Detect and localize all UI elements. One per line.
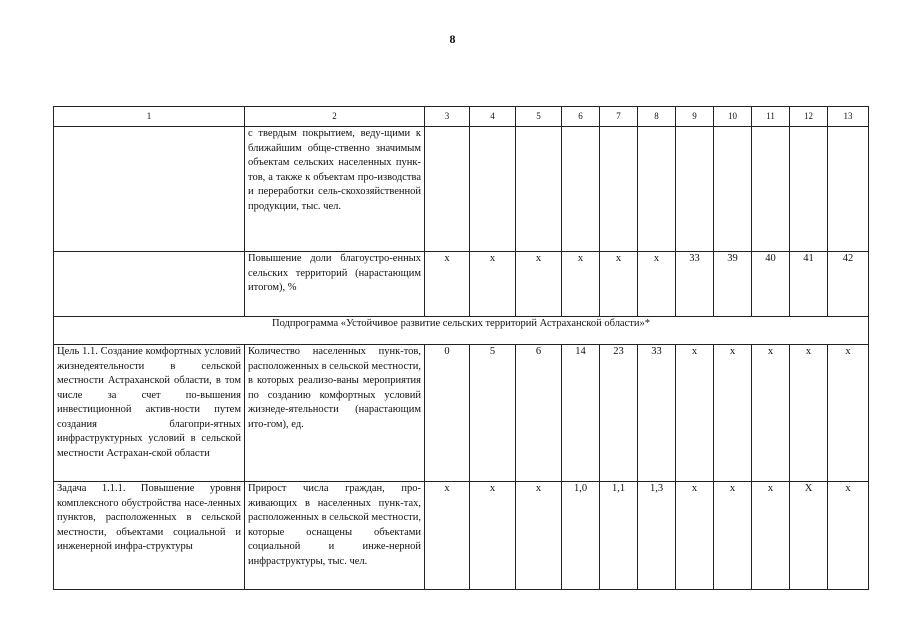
value-cell — [714, 127, 752, 252]
value-cell: 39 — [714, 252, 752, 317]
value-cell: х — [676, 482, 714, 590]
table-row — [54, 482, 869, 590]
header-cell: 12 — [790, 107, 828, 127]
indicator-cell: с твердым покрытием, веду-щими к ближайшим обще-ственно значимым объектам сельских населенных пунк-тов, а также к объектам про-изводства и переработки сель-скохозяйственной продукции, тыс. чел. — [245, 127, 425, 252]
value-cell: 14 — [562, 345, 600, 482]
value-cell — [600, 127, 638, 252]
header-row — [54, 107, 869, 127]
header-cell: 1 — [54, 107, 245, 127]
table-row — [54, 345, 869, 482]
value-cell: 33 — [676, 252, 714, 317]
header-cell: 10 — [714, 107, 752, 127]
header-cell: 9 — [676, 107, 714, 127]
value-cell: 0 — [425, 345, 470, 482]
subprogram-row — [54, 317, 869, 345]
header-cell: 5 — [516, 107, 562, 127]
value-cell: х — [714, 482, 752, 590]
value-cell: х — [676, 345, 714, 482]
page-number: 8 — [449, 32, 456, 46]
subprogram-title: Подпрограмма «Устойчивое развитие сельских территорий Астраханской области»* — [54, 317, 869, 345]
value-cell: 1,0 — [562, 482, 600, 590]
value-cell — [828, 127, 869, 252]
value-cell: х — [562, 252, 600, 317]
value-cell: х — [828, 345, 869, 482]
value-cell: 1,3 — [638, 482, 676, 590]
value-cell: х — [425, 252, 470, 317]
value-cell: 40 — [752, 252, 790, 317]
value-cell: х — [470, 482, 516, 590]
value-cell: 23 — [600, 345, 638, 482]
header-cell: 8 — [638, 107, 676, 127]
value-cell: х — [600, 252, 638, 317]
indicator-cell: Количество населенных пунк-тов, расположенных в сельской местности, в которых реализо-ваны мероприятия по созданию комфортных условий жизнеде-ятельности (нарастающим ито-гом), ед. — [245, 345, 425, 482]
goal-cell — [54, 252, 245, 317]
header-cell: 3 — [425, 107, 470, 127]
value-cell: 42 — [828, 252, 869, 317]
goal-cell: Цель 1.1. Создание комфортных условий жизнедеятельности в сельской местности Астраханской области, в том числе за счет по-вышения инвестиционной актив-ности путем создания благопри-ятных инфраструктурных условий в сельской местности Астрахан-ской области — [54, 345, 245, 482]
value-cell — [676, 127, 714, 252]
value-cell: х — [516, 252, 562, 317]
value-cell: х — [828, 482, 869, 590]
value-cell: х — [752, 482, 790, 590]
value-cell: 33 — [638, 345, 676, 482]
value-cell: х — [790, 345, 828, 482]
value-cell: 41 — [790, 252, 828, 317]
header-cell: 11 — [752, 107, 790, 127]
value-cell — [752, 127, 790, 252]
indicators-table — [53, 106, 869, 590]
table-row — [54, 252, 869, 317]
value-cell — [470, 127, 516, 252]
header-cell: 7 — [600, 107, 638, 127]
value-cell: 5 — [470, 345, 516, 482]
value-cell: х — [752, 345, 790, 482]
header-cell: 13 — [828, 107, 869, 127]
value-cell: 1,1 — [600, 482, 638, 590]
header-cell: 4 — [470, 107, 516, 127]
value-cell — [638, 127, 676, 252]
value-cell — [790, 127, 828, 252]
goal-cell — [54, 127, 245, 252]
table-row — [54, 127, 869, 252]
value-cell — [516, 127, 562, 252]
value-cell: 6 — [516, 345, 562, 482]
goal-cell: Задача 1.1.1. Повышение уровня комплексного обустройства насе-ленных пунктов, расположенных в сельской местности, объектами социальной и инженерной инфра-структуры — [54, 482, 245, 590]
value-cell: Х — [790, 482, 828, 590]
indicator-cell: Повышение доли благоустро-енных сельских территорий (нарастающим итогом), % — [245, 252, 425, 317]
value-cell — [425, 127, 470, 252]
header-cell: 2 — [245, 107, 425, 127]
value-cell: х — [638, 252, 676, 317]
value-cell: х — [714, 345, 752, 482]
value-cell: х — [425, 482, 470, 590]
value-cell: х — [470, 252, 516, 317]
header-cell: 6 — [562, 107, 600, 127]
indicator-cell: Прирост числа граждан, про-живающих в населенных пунк-тах, расположенных в сельской местности, которые оснащены объектами социальной и инже-нерной инфраструктуры, тыс. чел. — [245, 482, 425, 590]
value-cell: х — [516, 482, 562, 590]
value-cell — [562, 127, 600, 252]
